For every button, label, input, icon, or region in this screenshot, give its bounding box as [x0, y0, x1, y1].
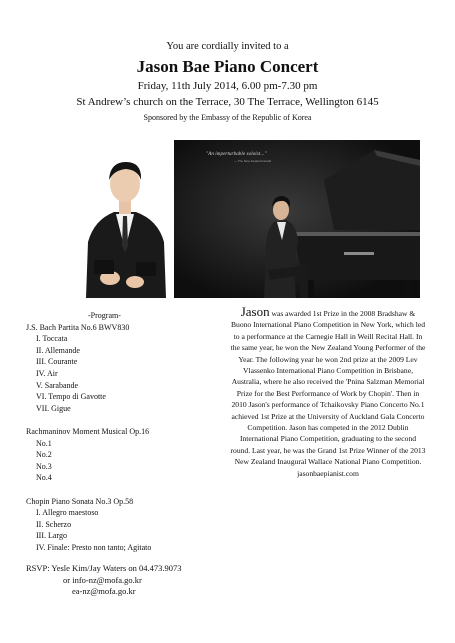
portrait-photo — [80, 150, 170, 298]
movement-item: V. Sarabande — [36, 380, 79, 390]
work-movements — [26, 333, 226, 414]
rsvp-line: RSVP: Yesle Kim/Jay Waters on 04.473.9073 — [26, 563, 182, 573]
movement-item: IV. Finale: Presto non tanto; Agitato — [36, 542, 152, 552]
concert-title: Jason Bae Piano Concert — [136, 57, 319, 76]
piano-photo-art — [174, 140, 420, 298]
work-title: J.S. Bach Partita No.6 BWV830 — [26, 322, 130, 332]
work-movements — [26, 507, 226, 553]
concert-datetime: Friday, 11th July 2014, 6.00 pm-7.30 pm — [137, 80, 318, 92]
movement-item: No.2 — [36, 450, 52, 460]
piano-photo — [174, 140, 420, 298]
program-heading: -Program- — [88, 311, 121, 320]
movement-item: VII. Gigue — [36, 403, 71, 413]
movement-item: I. Toccata — [36, 334, 68, 344]
work-title: Rachmaninov Moment Musical Op.16 — [26, 426, 150, 436]
program-list — [26, 310, 226, 553]
movement-item: II. Scherzo — [36, 519, 72, 529]
movement-item: II. Allemande — [36, 345, 80, 355]
biography — [230, 306, 426, 479]
rsvp-block — [26, 563, 236, 598]
photo-quote-source: — The New Zealand Herald — [234, 159, 272, 163]
movement-item: No.4 — [36, 473, 52, 483]
rsvp-email[interactable]: or info-nz@mofa.go.kr — [63, 574, 142, 585]
sponsor-line: Sponsored by the Embassy of the Republic of Korea — [143, 113, 312, 122]
movement-item: III. Courante — [36, 357, 78, 367]
portrait-photo-art — [80, 150, 170, 298]
concert-venue: St Andrew’s church on the Terrace, 30 The Terrace, Wellington 6145 — [76, 96, 379, 108]
invite-line: You are cordially invited to a — [166, 41, 289, 52]
bio-text: was awarded 1st Prize in the 2008 Bradshaw & Buono International Piano Competition in New York, which led to a performance at the Carnegie Hall in Weill Recital Hall. In the same year, he won the New Zealand Young Performer of the Year. The following year he won 2nd prize at the 2009 Lev Vlassenko International Piano Competition in Brisbane, Australia, where he also received the 'Pnina Salzman Memorial Prize for the Best Performance of Work by Chopin'. Then in 2010 Jason's performance of Tchaikovsky Piano Concerto No.1 achieved 1st Prize at the University of Auckland Gala Concerto Competition. Jason has competed in the 2012 Dublin International Piano Competition, graduating to the second round. Last year, he was the Grand 1st Prize Winner of the 2013 New Zealand Inaugural Wallace National Piano Competition. — [230, 309, 426, 467]
photo-quote: "An imperturbable soloist..." — [206, 152, 267, 157]
website-link[interactable]: jasonbaepianist.com — [297, 468, 359, 478]
movement-item: I. Allegro maestoso — [36, 508, 99, 518]
rsvp-email[interactable]: ea-nz@mofa.go.kr — [72, 586, 136, 596]
movement-item: VI. Tempo di Gavotte — [36, 392, 106, 402]
invitation-header — [0, 40, 455, 123]
movement-item: IV. Air — [36, 368, 58, 378]
movement-item: III. Largo — [36, 531, 67, 541]
work-title: Chopin Piano Sonata No.3 Op.58 — [26, 496, 134, 506]
bio-lead: Jason — [240, 304, 270, 319]
movement-item: No.3 — [36, 461, 52, 471]
work-movements — [26, 438, 226, 484]
movement-item: No.1 — [36, 438, 52, 448]
